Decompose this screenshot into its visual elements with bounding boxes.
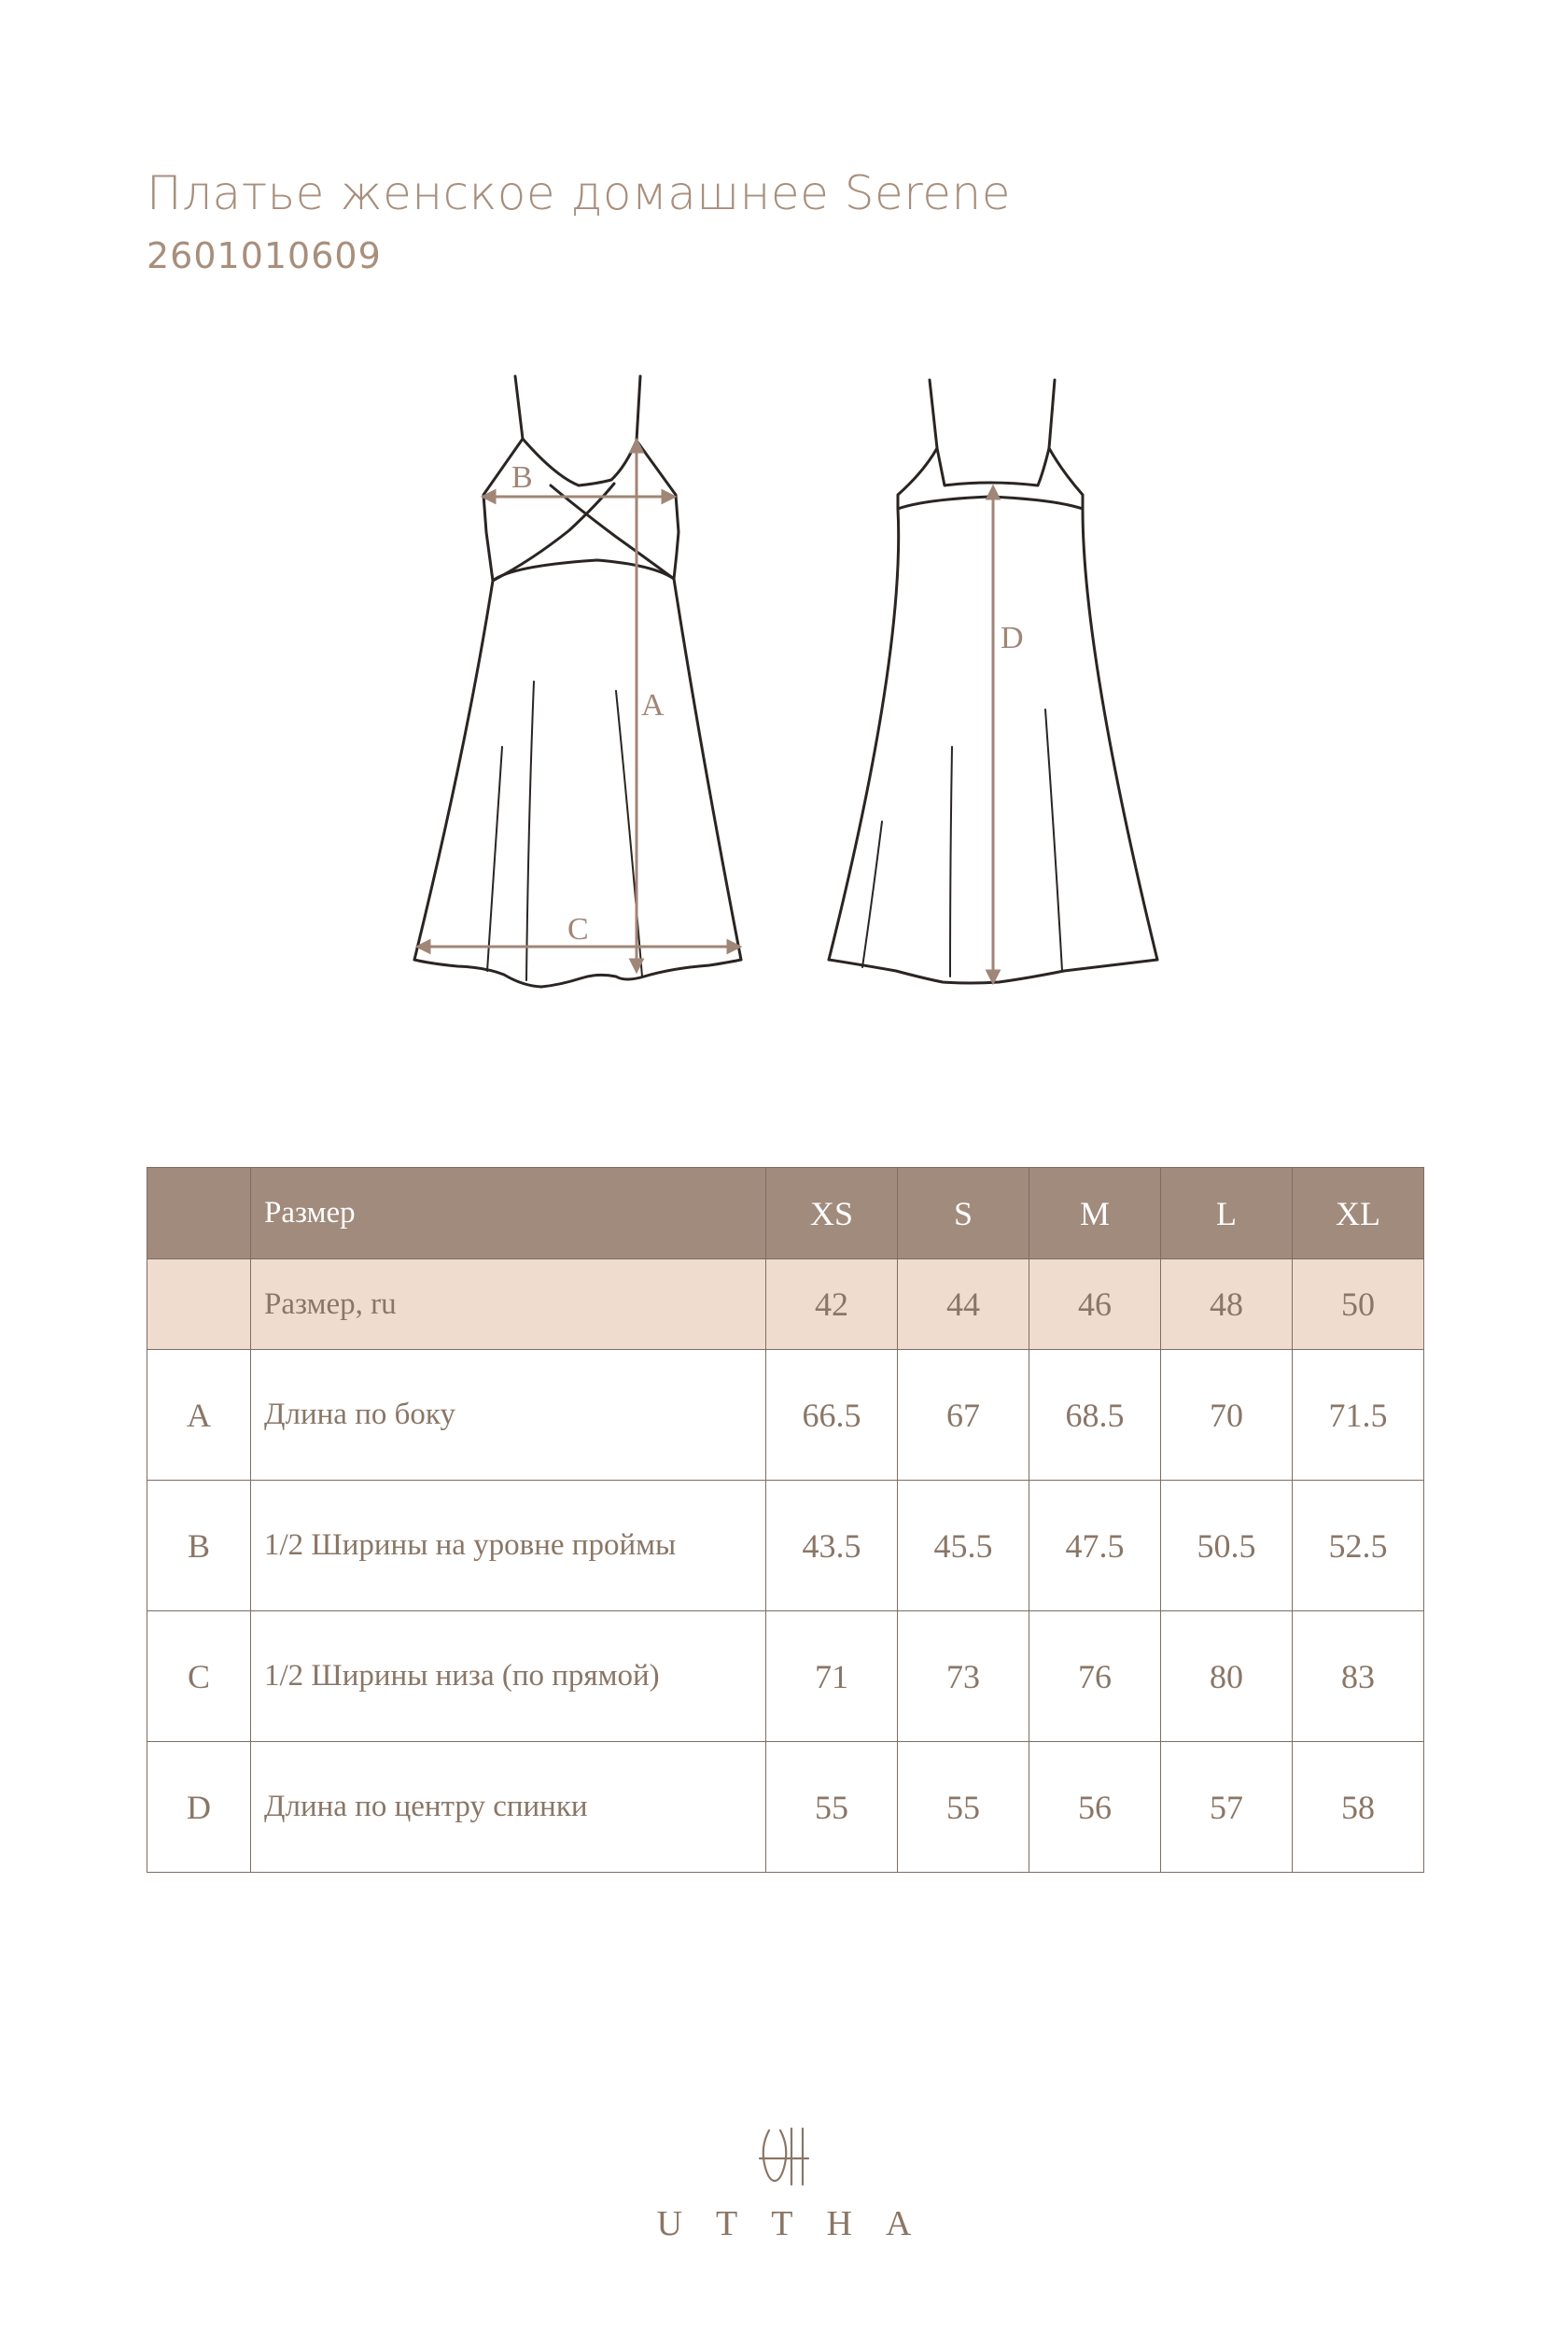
row-value-cell: 56 [1029, 1742, 1161, 1873]
size-table [147, 1167, 1424, 1873]
row-letter-cell: D [147, 1742, 251, 1873]
row-value-cell: 57 [1161, 1742, 1293, 1873]
ru-value-cell: 46 [1029, 1259, 1161, 1350]
size-table-header-row [147, 1168, 1424, 1259]
table-row [147, 1350, 1424, 1481]
label-b: B [511, 460, 533, 495]
uttha-monogram-icon [756, 2119, 812, 2194]
header-size-m: M [1029, 1168, 1161, 1259]
header-size-l: L [1161, 1168, 1293, 1259]
row-value-cell: 68.5 [1029, 1350, 1161, 1481]
row-letter-cell: C [147, 1611, 251, 1742]
row-value-cell: 73 [898, 1611, 1029, 1742]
row-value-cell: 55 [766, 1742, 898, 1873]
table-row [147, 1611, 1424, 1742]
row-value-cell: 71.5 [1293, 1350, 1424, 1481]
brand-name: UTTHA [656, 2204, 945, 2243]
row-letter-cell: A [147, 1350, 251, 1481]
row-value-cell: 80 [1161, 1611, 1293, 1742]
ru-value-cell: 42 [766, 1259, 898, 1350]
front-dress-sketch [414, 376, 741, 987]
table-row [147, 1742, 1424, 1873]
label-c: C [567, 912, 589, 947]
row-value-cell: 83 [1293, 1611, 1424, 1742]
product-sku: 2601010609 [147, 235, 382, 276]
row-value-cell: 58 [1293, 1742, 1424, 1873]
brand-logo [0, 2119, 1568, 2244]
size-table-ru-row [147, 1259, 1424, 1350]
header-size-xl: XL [1293, 1168, 1424, 1259]
ru-value-cell: 48 [1161, 1259, 1293, 1350]
row-label-cell: Длина по боку [251, 1350, 766, 1481]
ru-letter-cell [147, 1259, 251, 1350]
row-value-cell: 50.5 [1161, 1481, 1293, 1611]
row-letter-cell: B [147, 1481, 251, 1611]
garment-sketches [0, 0, 1568, 1064]
label-a: A [641, 688, 665, 723]
row-value-cell: 52.5 [1293, 1481, 1424, 1611]
row-value-cell: 47.5 [1029, 1481, 1161, 1611]
ru-value-cell: 50 [1293, 1259, 1424, 1350]
header-letter-cell [147, 1168, 251, 1259]
back-measurements [987, 487, 999, 982]
dress-sketch-svg [0, 0, 1568, 1064]
header-size-xs: XS [766, 1168, 898, 1259]
header-label-cell: Размер [251, 1168, 766, 1259]
row-label-cell: Длина по центру спинки [251, 1742, 766, 1873]
row-value-cell: 70 [1161, 1350, 1293, 1481]
ru-label-cell: Размер, ru [251, 1259, 766, 1350]
row-value-cell: 76 [1029, 1611, 1161, 1742]
row-value-cell: 45.5 [898, 1481, 1029, 1611]
row-label-cell: 1/2 Ширины низа (по прямой) [251, 1611, 766, 1742]
ru-value-cell: 44 [898, 1259, 1029, 1350]
product-title: Платье женское домашнее Serene [147, 166, 1011, 220]
label-d: D [1001, 621, 1024, 655]
table-row [147, 1481, 1424, 1611]
row-value-cell: 67 [898, 1350, 1029, 1481]
row-value-cell: 55 [898, 1742, 1029, 1873]
row-value-cell: 66.5 [766, 1350, 898, 1481]
row-value-cell: 71 [766, 1611, 898, 1742]
row-value-cell: 43.5 [766, 1481, 898, 1611]
header-size-s: S [898, 1168, 1029, 1259]
row-label-cell: 1/2 Ширины на уровне проймы [251, 1481, 766, 1611]
